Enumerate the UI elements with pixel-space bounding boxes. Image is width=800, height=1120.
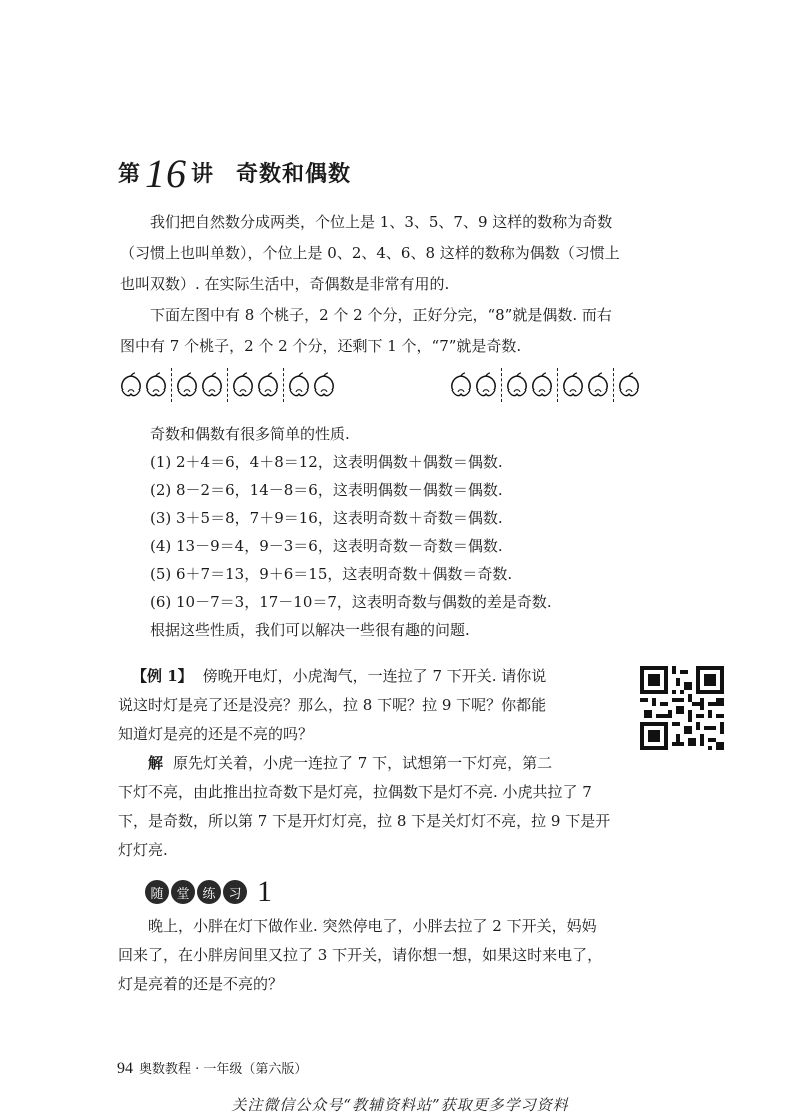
group-divider	[557, 368, 558, 402]
practice-line: 灯是亮着的还是不亮的？	[118, 975, 284, 993]
properties-outro: 根据这些性质，我们可以解决一些很有趣的问题.	[150, 621, 470, 639]
page-number: 94	[117, 1060, 133, 1077]
properties-list	[150, 420, 552, 644]
example-line: 傍晚开电灯，小虎淘气，一连拉了 7 下开关. 请你说	[202, 667, 547, 685]
practice-line: 晚上，小胖在灯下做作业. 突然停电了，小胖去拉了 2 下开关，妈妈	[148, 917, 597, 935]
peach-figure-right	[450, 368, 643, 402]
group-divider	[501, 368, 502, 402]
lecture-number: 16	[145, 151, 188, 196]
properties-intro: 奇数和偶数有很多简单的性质.	[150, 425, 350, 443]
peach-icon	[288, 372, 310, 398]
group-divider	[283, 368, 284, 402]
group-divider	[613, 368, 614, 402]
example-1	[118, 662, 546, 749]
peaches-line: 下面左图中有 8 个桃子，2 个 2 个分，正好分完，“8”就是偶数. 而右	[150, 306, 612, 324]
solution-line: 下灯不亮，由此推出拉奇数下是灯亮，拉偶数下是灯不亮. 小虎共拉了 7	[118, 783, 592, 801]
peach-icon	[618, 372, 640, 398]
practice-badge: 随	[145, 880, 169, 904]
property-item: (2) 8－2＝6，14－8＝6，这表明偶数－偶数＝偶数.	[150, 481, 503, 499]
peach-icon	[587, 372, 609, 398]
intro-line: 我们把自然数分成两类，个位上是 1、3、5、7、9 这样的数称为奇数	[150, 213, 613, 231]
peach-icon	[506, 372, 528, 398]
practice-body	[118, 912, 602, 999]
title-prefix: 第	[118, 161, 142, 187]
peach-icon	[313, 372, 335, 398]
example-line: 说这时灯是亮了还是没亮？那么，拉 8 下呢？拉 9 下呢？你都能	[118, 696, 547, 714]
peach-icon	[232, 372, 254, 398]
peach-icon	[257, 372, 279, 398]
peach-icon	[475, 372, 497, 398]
solution-label: 解	[148, 754, 164, 772]
intro-paragraph	[120, 207, 690, 300]
book-title: 奥数教程 · 一年级（第六版）	[139, 1062, 308, 1077]
property-item: (5) 6＋7＝13，9＋6＝15，这表明奇数＋偶数＝奇数.	[150, 565, 513, 583]
practice-line: 回来了，在小胖房间里又拉了 3 下开关，请你想一想，如果这时来电了，	[118, 946, 603, 964]
example-label: 【例 1】	[132, 667, 193, 685]
peaches-line: 图中有 7 个桃子，2 个 2 个分，还剩下 1 个，“7”就是奇数.	[120, 337, 522, 355]
qr-code	[640, 666, 724, 750]
group-divider	[171, 368, 172, 402]
lecture-title	[118, 150, 351, 197]
peach-icon	[201, 372, 223, 398]
practice-badge: 练	[197, 880, 221, 904]
solution-line: 原先灯关着，小虎一连拉了 7 下，试想第一下灯亮，第二	[173, 754, 553, 772]
watermark-text: 关注微信公众号“教辅资料站”获取更多学习资料	[231, 1096, 569, 1114]
lecture-name: 奇数和偶数	[236, 161, 352, 187]
property-item: (3) 3＋5＝8，7＋9＝16，这表明奇数＋奇数＝偶数.	[150, 509, 503, 527]
intro-line: 也叫双数）. 在实际生活中，奇偶数是非常有用的.	[120, 275, 450, 293]
page-footer	[117, 1058, 307, 1078]
peach-icon	[176, 372, 198, 398]
peaches-paragraph	[120, 300, 690, 362]
solution	[118, 749, 610, 865]
peach-icon	[562, 372, 584, 398]
practice-badge: 习	[223, 880, 247, 904]
practice-header	[145, 875, 272, 908]
peach-icon	[120, 372, 142, 398]
solution-line: 下，是奇数，所以第 7 下是开灯灯亮，拉 8 下是关灯灯不亮，拉 9 下是开	[118, 812, 611, 830]
peach-icon	[145, 372, 167, 398]
example-line: 知道灯是亮的还是不亮的吗？	[118, 725, 314, 743]
property-item: (4) 13－9＝4，9－3＝6，这表明奇数－奇数＝偶数.	[150, 537, 503, 555]
group-divider	[227, 368, 228, 402]
intro-line: （习惯上也叫单数），个位上是 0、2、4、6、8 这样的数称为偶数（习惯上	[120, 244, 620, 262]
property-item: (1) 2＋4＝6，4＋8＝12，这表明偶数＋偶数＝偶数.	[150, 453, 503, 471]
peach-figure-left	[120, 368, 338, 402]
peach-icon	[450, 372, 472, 398]
practice-badge: 堂	[171, 880, 195, 904]
solution-line: 灯灯亮.	[118, 841, 168, 859]
peach-icon	[531, 372, 553, 398]
property-item: (6) 10－7＝3，17－10＝7，这表明奇数与偶数的差是奇数.	[150, 593, 552, 611]
practice-number: 1	[257, 875, 272, 908]
title-suffix: 讲	[191, 161, 215, 187]
